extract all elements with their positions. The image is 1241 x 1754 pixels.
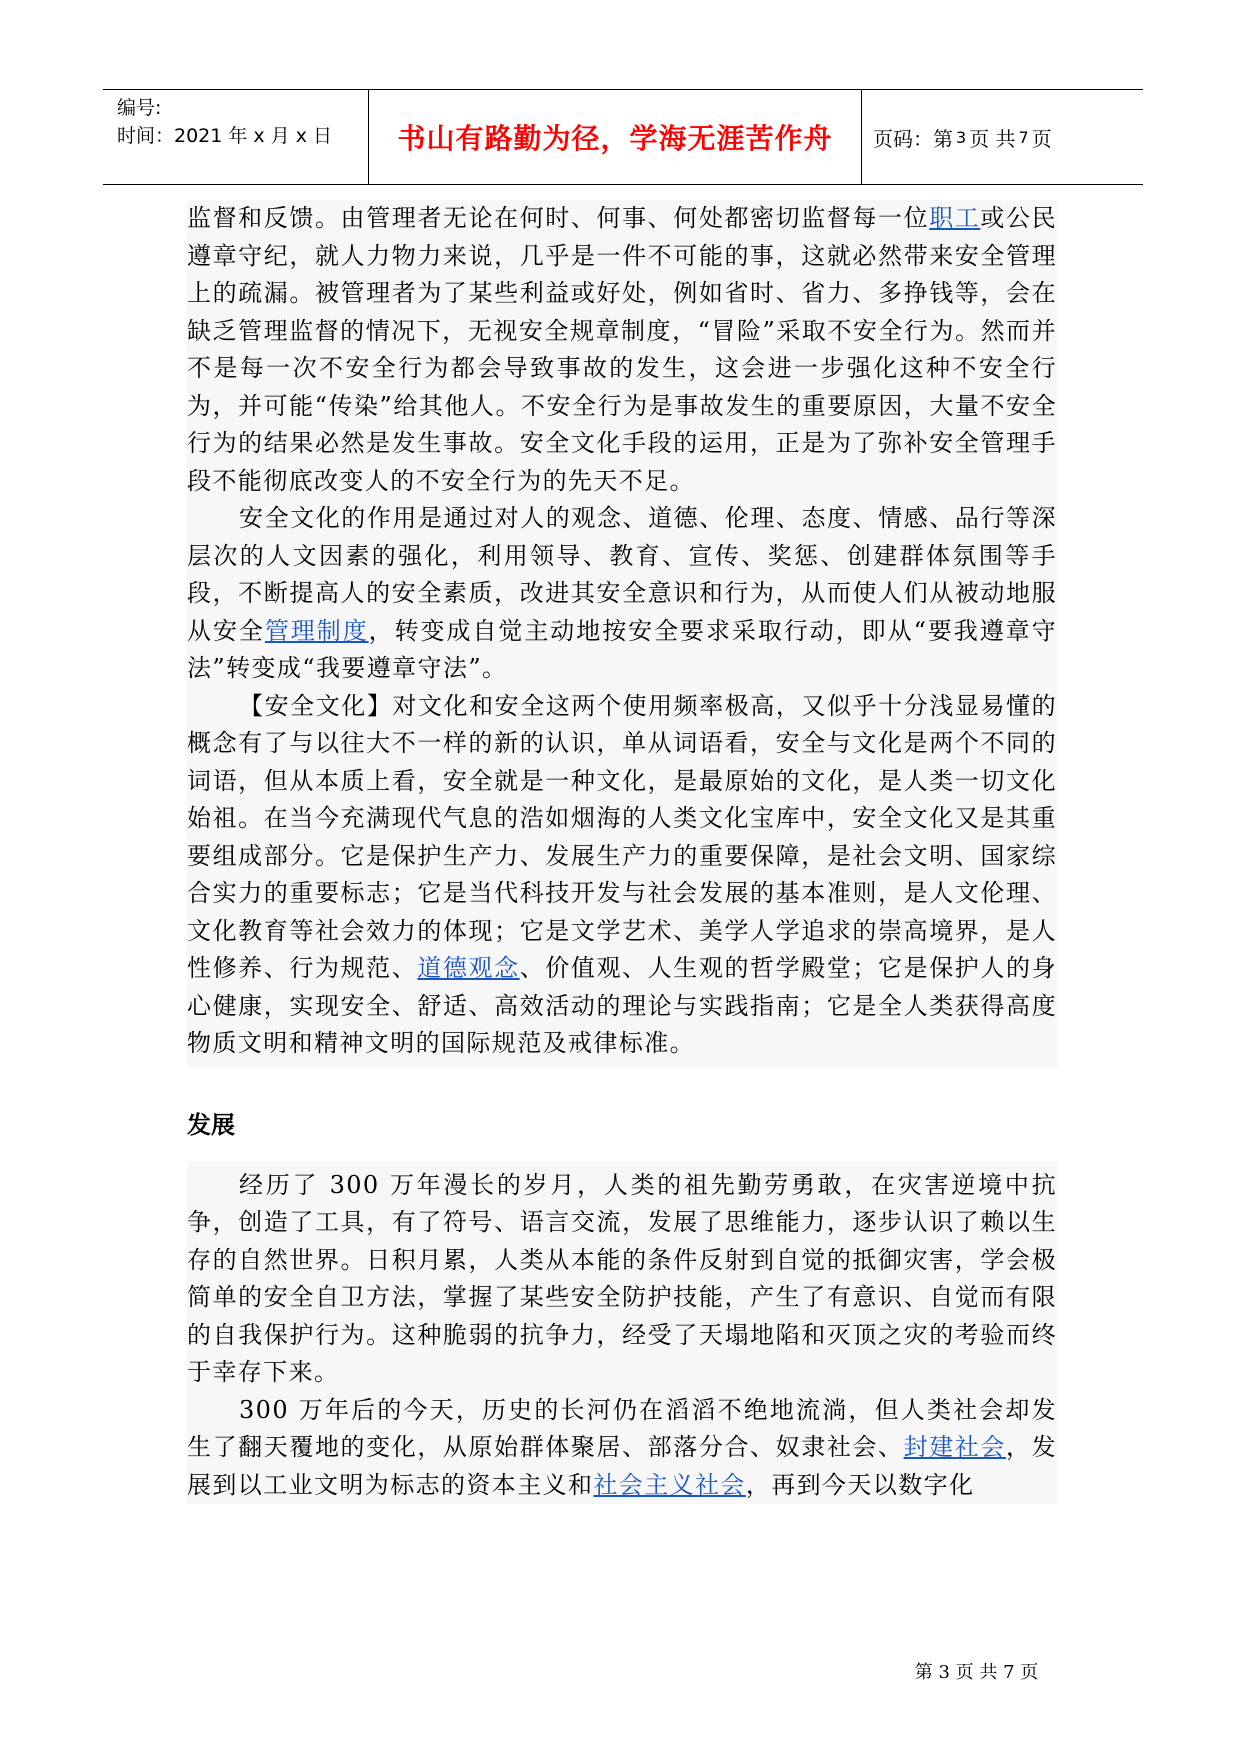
link-staff[interactable]: 职工 — [929, 204, 981, 232]
section-heading: 发展 — [187, 1110, 235, 1139]
header-divider — [368, 90, 369, 184]
section-heading-wrapper — [185, 1067, 1059, 1161]
footer-page-number: 第 3 页 共 7 页 — [914, 1662, 1039, 1683]
page-suffix: 页 — [1031, 126, 1052, 151]
page-current: 3 — [956, 127, 967, 147]
paragraph-5 — [187, 1392, 1057, 1505]
text-run: ，发展到以工业文明为标志的资本主义和 — [187, 1433, 1057, 1499]
serial-number-label: 编号: — [117, 97, 162, 119]
text-run: 、价值观、人生观的哲学殿堂；它是保护人的身心健康，实现安全、舒适、高效活动的理论与实践指南；它是全人类获得高度物质文明和精神文明的国际规范及戒律标准。 — [187, 954, 1057, 1057]
document-body — [187, 200, 1057, 1504]
paragraph-3 — [187, 688, 1057, 1063]
link-feudal-society[interactable]: 封建社会 — [903, 1433, 1006, 1461]
link-management-system[interactable]: 管理制度 — [264, 616, 369, 645]
time-label: 时间：2021 年 x 月 x 日 — [117, 125, 333, 147]
page-mid: 页 共 — [969, 126, 1016, 151]
link-socialist-society[interactable]: 社会主义社会 — [593, 1470, 746, 1499]
header-table — [103, 89, 1143, 185]
text-run: 300 万年后的今天，历史的长河仍在滔滔不绝地流淌，但人类社会却发生了翻天覆地的变化，从原始群体聚居、部落分合、奴隶社会、 — [187, 1395, 1057, 1461]
text-run: 安全文化的作用是通过对人的观念、道德、伦理、态度、情感、品行等深层次的人文因素的强化，利用领导、教育、宣传、奖惩、创建群体氛围等手段，不断提高人的安全素质，改进其安全意识和行为，从而使人们从被动地服从安全 — [187, 504, 1057, 645]
text-run: 【安全文化】对文化和安全这两个使用频率极高，又似乎十分浅显易懂的概念有了与以往大不一样的新的认识，单从词语看，安全与文化是两个不同的词语，但从本质上看，安全就是一种文化，是最原始的文化，是人类一切文化始祖。在当今充满现代气息的浩如烟海的人类文化宝库中，安全文化又是其重要组成部分。它是保护生产力、发展生产力的重要保障，是社会文明、国家综合实力的重要标志；它是当代科技开发与社会发展的基本准则，是人文伦理、文化教育等社会效力的体现；它是文学艺术、美学人学追求的崇高境界，是人性修养、行为规范、 — [187, 691, 1057, 982]
header-info — [117, 94, 332, 150]
paragraph-1 — [187, 200, 1057, 500]
paragraph-2 — [187, 500, 1057, 688]
page-footer — [0, 1658, 1241, 1684]
link-moral-concept[interactable]: 道德观念 — [417, 954, 520, 982]
paragraph-4: 经历了 300 万年漫长的岁月，人类的祖先勤劳勇敢，在灾害逆境中抗争，创造了工具，有了符号、语言交流，发展了思维能力，逐步认识了赖以生存的自然世界。日积月累，人类从本能的条件反射到自觉的抵御灾害，学会极简单的安全自卫方法，掌握了某些安全防护技能，产生了有意识、自觉而有限的自我保护行为。这种脆弱的抗争力，经受了天塌地陷和灭顶之灾的考验而终于幸存下来。 — [187, 1170, 1057, 1386]
text-run: ，转变成自觉主动地按安全要求采取行动，即从“要我遵章守法”转变成“我要遵章守法”。 — [187, 616, 1057, 682]
text-run: ，再到今天以数字化 — [745, 1470, 975, 1499]
text-run: 或公民遵章守纪，就人力物力来说，几乎是一件不可能的事，这就必然带来安全管理上的疏漏。被管理者为了某些利益或好处，例如省时、省力、多挣钱等，会在缺乏管理监督的情况下，无视安全规章制度，“冒险”采取不安全行为。然而并不是每一次不安全行为都会导致事故的发生，这会进一步强化这种不安全行为，并可能“传染”给其他人。不安全行为是事故发生的重要原因，大量不安全行为的结果必然是发生事故。安全文化手段的运用，正是为了弥补安全管理手段不能彻底改变人的不安全行为的先天不足。 — [187, 204, 1057, 495]
page-total: 7 — [1018, 127, 1029, 147]
header-motto: 书山有路勤为径，学海无涯苦作舟 — [397, 122, 833, 155]
page-prefix: 页码：第 — [873, 126, 953, 151]
text-run: 监督和反馈。由管理者无论在何时、何事、何处都密切监督每一位 — [187, 204, 930, 232]
header-page-number — [873, 90, 1052, 184]
header-divider — [861, 90, 862, 184]
